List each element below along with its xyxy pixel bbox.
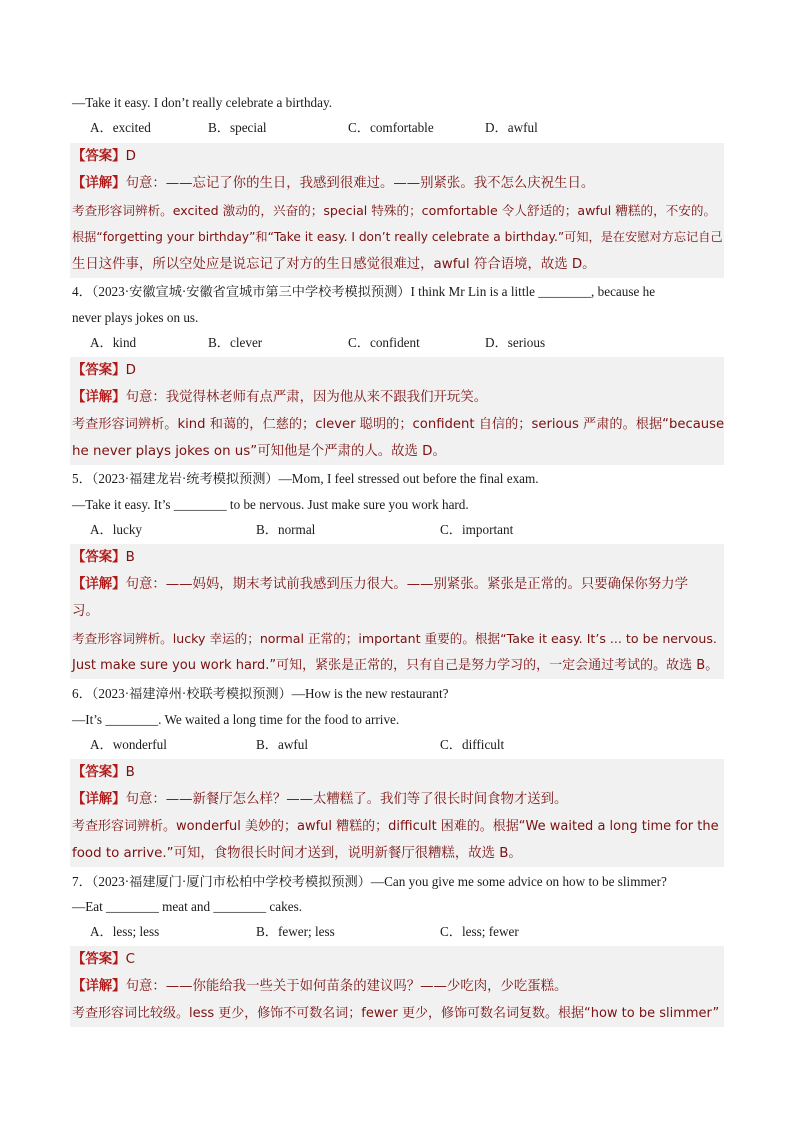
q4-stem-1: 4．（2023·安徽宣城·安徽省宣城市第三中学校考模拟预测）I think Mr Lin is a little ________, because he	[72, 284, 656, 299]
q5-answer: 【答案】B	[72, 550, 135, 565]
q7-answer: 【答案】C	[72, 952, 135, 967]
q4-stem-2: never plays jokes on us.	[72, 310, 199, 325]
section-tag: 【详解】	[72, 176, 126, 191]
q4-explain-2: 考查形容词辨析。kind 和蔼的，仁慈的；clever 聪明的；confident 自信的；serious 严肃的。根据“because	[72, 417, 724, 432]
q7-option-c: C．less; fewer	[440, 924, 519, 939]
q5-explain-4: Just make sure you work hard.”可知，紧张是正常的，只有自己是努力学习的，一定会通过考试的。故选 B。	[72, 658, 719, 673]
q5-option-c: C．important	[440, 522, 514, 537]
q4-explain-1: 【详解】句意：我觉得林老师有点严肃，因为他从来不跟我们开玩笑。	[72, 390, 488, 405]
section-tag: 【答案】	[72, 363, 126, 378]
q4-answer-block	[70, 357, 724, 465]
q3-reply: —Take it easy. I don’t really celebrate a birthday.	[72, 95, 333, 110]
q3-option-b: B．special	[208, 120, 267, 135]
q3-answer: 【答案】D	[72, 149, 136, 164]
q3-options	[72, 119, 724, 137]
q3-option-c: C．comfortable	[348, 120, 434, 135]
q7-explain-1: 【详解】句意：——你能给我一些关于如何苗条的建议吗？——少吃肉，少吃蛋糕。	[72, 979, 568, 994]
q7-stem-1: 7．（2023·福建厦门·厦门市松柏中学校考模拟预测）—Can you give me some advice on how to be slimmer?	[72, 874, 667, 889]
q7-options	[72, 923, 724, 941]
q6-explain-3: food to arrive.”可知，食物很长时间才送到，说明新餐厅很糟糕，故选 B。	[72, 846, 522, 861]
q3-explain-2: 考查形容词辨析。excited 激动的，兴奋的；special 特殊的；comfortable 令人舒适的；awful 糟糕的，不安的。	[72, 203, 717, 218]
q3-explain-3: 根据“forgetting your birthday”和“Take it easy. I don’t really celebrate a birthday.”可知，是在安慰对方忘记自己	[72, 230, 723, 244]
q4-explain-3: he never plays jokes on us”可知他是个严肃的人。故选 D。	[72, 444, 446, 459]
q5-stem-2: —Take it easy. It’s ________ to be nervous. Just make sure you work hard.	[72, 497, 469, 512]
q5-stem-1: 5．（2023·福建龙岩·统考模拟预测）—Mom, I feel stressed out before the final exam.	[72, 471, 539, 486]
section-tag: 【详解】	[72, 979, 126, 994]
q6-explain-2: 考查形容词辨析。wonderful 美妙的；awful 糟糕的；difficult 困难的。根据“We waited a long time for the	[72, 819, 719, 834]
q7-stem-2: —Eat ________ meat and ________ cakes.	[72, 899, 302, 914]
q7-option-a: A．less; less	[90, 924, 160, 939]
q3-option-d: D．awful	[485, 120, 538, 135]
q5-option-b: B．normal	[256, 522, 316, 537]
q3-answer-block	[70, 143, 724, 278]
q5-explain-3: 考查形容词辨析。lucky 幸运的；normal 正常的；important 重要的。根据“Take it easy. It’s ... to be nervous.	[72, 631, 717, 646]
q6-answer-block	[70, 759, 724, 867]
q4-option-d: D．serious	[485, 335, 546, 350]
q5-option-a: A．lucky	[90, 522, 143, 537]
q5-explain-2: 习。	[72, 604, 99, 619]
q4-options	[72, 334, 724, 352]
q4-answer: 【答案】D	[72, 363, 136, 378]
q4-option-a: A．kind	[90, 335, 137, 350]
section-tag: 【答案】	[72, 149, 126, 164]
q6-option-a: A．wonderful	[90, 737, 167, 752]
q6-option-c: C．difficult	[440, 737, 505, 752]
q5-options	[72, 521, 724, 539]
q6-explain-1: 【详解】句意：——新餐厅怎么样？——太糟糕了。我们等了很长时间食物才送到。	[72, 792, 568, 807]
q7-option-b: B．fewer; less	[256, 924, 335, 939]
q3-explain-1: 【详解】句意：——忘记了你的生日，我感到很难过。——别紧张。我不怎么庆祝生日。	[72, 176, 595, 191]
section-tag: 【答案】	[72, 765, 126, 780]
q6-stem-2: —It’s ________. We waited a long time for the food to arrive.	[72, 712, 400, 727]
q4-option-b: B．clever	[208, 335, 263, 350]
section-tag: 【详解】	[72, 577, 126, 592]
q7-answer-block	[70, 946, 724, 1027]
q5-explain-1: 【详解】句意：——妈妈，期末考试前我感到压力很大。——别紧张。紧张是正常的。只要确保你努力学	[72, 577, 688, 592]
q3-option-a: A．excited	[90, 120, 151, 135]
q6-stem-1: 6．（2023·福建漳州·校联考模拟预测）—How is the new restaurant?	[72, 686, 449, 701]
q6-options	[72, 736, 724, 754]
q5-answer-block	[70, 544, 724, 679]
section-tag: 【答案】	[72, 550, 126, 565]
section-tag: 【详解】	[72, 792, 126, 807]
section-tag: 【答案】	[72, 952, 126, 967]
section-tag: 【详解】	[72, 390, 126, 405]
q3-explain-4: 生日这件事，所以空处应是说忘记了对方的生日感觉很难过，awful 符合语境，故选 D。	[72, 257, 596, 272]
q7-explain-2: 考查形容词比较级。less 更少，修饰不可数名词；fewer 更少，修饰可数名词复数。根据“how to be slimmer”	[72, 1006, 720, 1021]
q6-answer: 【答案】B	[72, 765, 135, 780]
q6-option-b: B．awful	[256, 737, 309, 752]
q4-option-c: C．confident	[348, 335, 420, 350]
